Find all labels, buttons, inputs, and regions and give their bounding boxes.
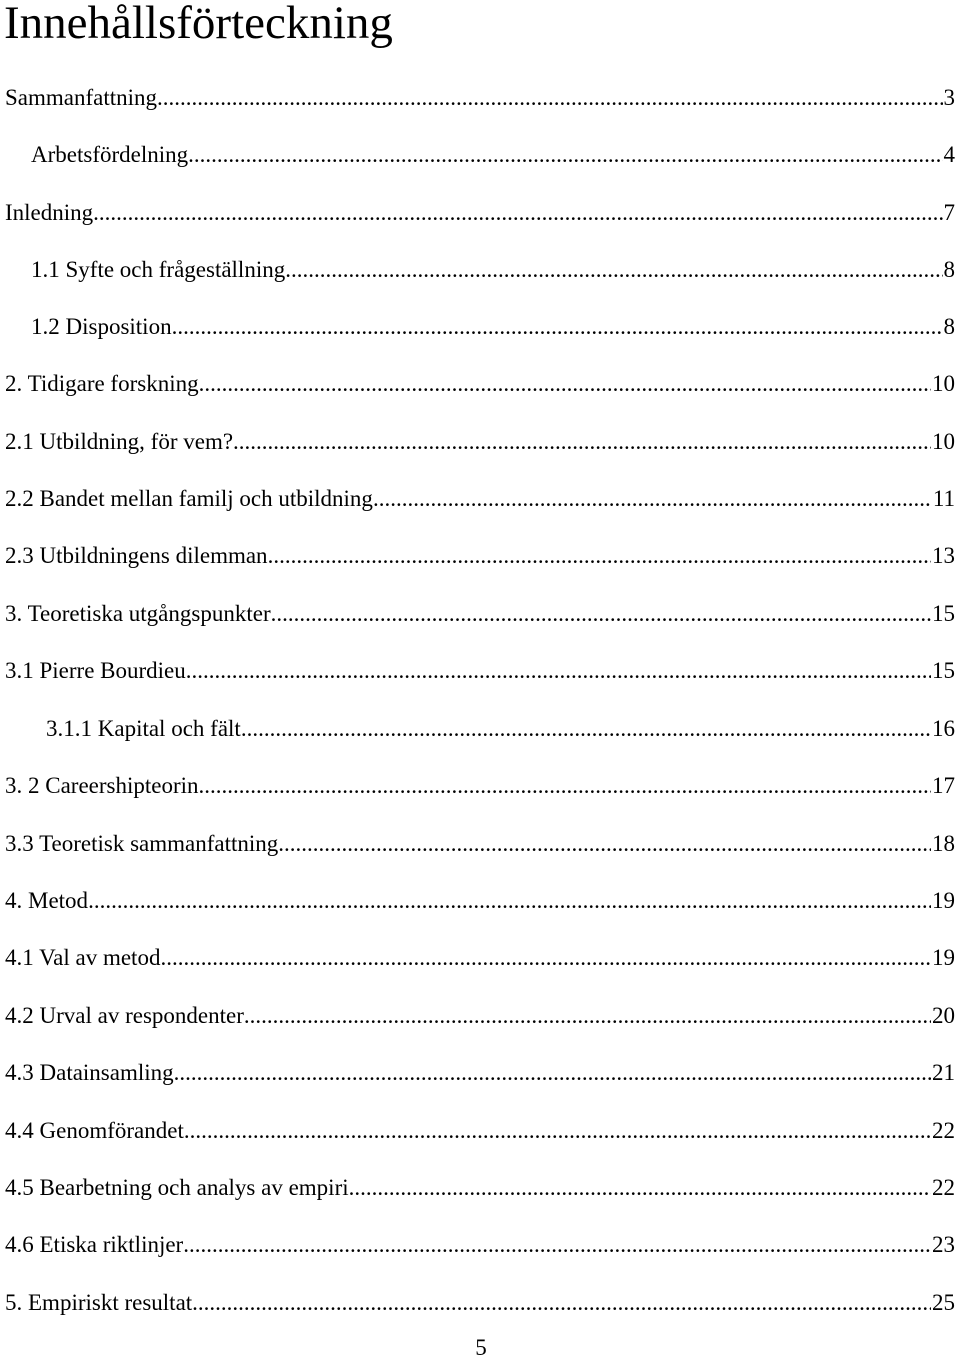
toc-entry-3-2[interactable] (5, 771, 955, 801)
toc-entry-text: 1.2 Disposition (31, 314, 172, 339)
toc-entry-4-6[interactable] (5, 1230, 955, 1260)
toc-dot-leader (183, 1230, 931, 1260)
toc-dot-leader (349, 1173, 931, 1203)
toc-entry-page: 11 (932, 486, 955, 511)
toc-dot-leader (184, 1116, 931, 1146)
toc-dot-leader (192, 1288, 931, 1318)
toc-entry-2-1[interactable] (5, 427, 955, 457)
toc-entry-page: 20 (932, 1003, 955, 1028)
toc-entry-text: 4. Metod (5, 888, 89, 913)
toc-entry-inledning[interactable] (5, 198, 955, 228)
toc-entry-page: 19 (932, 888, 955, 913)
toc-dot-leader (188, 140, 942, 170)
toc-entry-page: 10 (932, 371, 955, 396)
toc-entry-page: 22 (932, 1118, 955, 1143)
toc-entry-page: 4 (943, 142, 955, 167)
toc-entry-4[interactable] (5, 886, 955, 916)
toc-entry-page: 7 (943, 200, 955, 225)
toc-entry-text: 3.1 Pierre Bourdieu (5, 658, 186, 683)
toc-dot-leader (278, 829, 931, 859)
toc-dot-leader (244, 1001, 931, 1031)
toc-entry-text: 3.1.1 Kapital och fält (46, 716, 241, 741)
toc-entry-text: 1.1 Syfte och frågeställning (31, 257, 286, 282)
toc-entry-text: 2.1 Utbildning, för vem? (5, 429, 234, 454)
toc-dot-leader (373, 484, 932, 514)
toc-entry-text: 2. Tidigare forskning (5, 371, 199, 396)
toc-entry-4-1[interactable] (5, 943, 955, 973)
toc-entry-text: 4.1 Val av metod (5, 945, 161, 970)
toc-entry-page: 21 (932, 1060, 955, 1085)
toc-entry-page: 10 (932, 429, 955, 454)
toc-dot-leader (199, 771, 931, 801)
toc-entry-page: 22 (932, 1175, 955, 1200)
toc-entry-4-5[interactable] (5, 1173, 955, 1203)
toc-entry-2[interactable] (5, 369, 955, 399)
toc-entry-text: 2.2 Bandet mellan familj och utbildning (5, 486, 373, 511)
toc-entry-text: Sammanfattning (5, 85, 158, 110)
toc-dot-leader (88, 886, 931, 916)
toc-entry-text: Arbetsfördelning (31, 142, 189, 167)
toc-entry-text: 3. Teoretiska utgångspunkter (5, 601, 271, 626)
toc-dot-leader (172, 312, 943, 342)
toc-entry-2-3[interactable] (5, 541, 955, 571)
toc-dot-leader (186, 656, 931, 686)
toc-entry-text: 4.6 Etiska riktlinjer (5, 1232, 184, 1257)
toc-entry-text: Inledning (5, 200, 94, 225)
toc-entry-page: 15 (932, 601, 955, 626)
toc-entry-4-3[interactable] (5, 1058, 955, 1088)
toc-entry-text: 4.3 Datainsamling (5, 1060, 174, 1085)
toc-entry-4-4[interactable] (5, 1116, 955, 1146)
toc-entry-page: 17 (932, 773, 955, 798)
toc-entry-page: 19 (932, 945, 955, 970)
page-number: 5 (475, 1335, 487, 1360)
toc-entry-3-1-1[interactable] (46, 714, 955, 744)
toc-dot-leader (157, 83, 942, 113)
toc-entry-text: 3. 2 Careershipteorin (5, 773, 199, 798)
toc-dot-leader (160, 943, 931, 973)
toc-entry-page: 23 (932, 1232, 955, 1257)
toc-entry-text: 4.4 Genomförandet (5, 1118, 184, 1143)
toc-entry-5[interactable] (5, 1288, 955, 1318)
toc-entry-page: 18 (932, 831, 955, 856)
toc-entry-3[interactable] (5, 599, 955, 629)
toc-entry-3-1[interactable] (5, 656, 955, 686)
toc-entry-page: 8 (943, 314, 955, 339)
toc-entry-page: 3 (943, 85, 955, 110)
toc-entry-text: 4.5 Bearbetning och analys av empiri (5, 1175, 349, 1200)
toc-entry-sammanfattning[interactable] (5, 83, 955, 113)
toc-dot-leader (199, 369, 931, 399)
toc-dot-leader (93, 198, 942, 228)
toc-entry-page: 25 (932, 1290, 955, 1315)
toc-entry-4-2[interactable] (5, 1001, 955, 1031)
toc-entry-page: 8 (943, 257, 955, 282)
toc-entry-text: 2.3 Utbildningens dilemman (5, 543, 268, 568)
toc-dot-leader (285, 255, 942, 285)
toc-dot-leader (174, 1058, 931, 1088)
toc-dot-leader (241, 714, 931, 744)
toc-entry-text: 4.2 Urval av respondenter (5, 1003, 244, 1028)
toc-dot-leader (268, 541, 931, 571)
toc-entry-page: 16 (932, 716, 955, 741)
toc-title: Innehållsförteckning (4, 0, 393, 49)
toc-entry-arbetsfordelning[interactable] (31, 140, 955, 170)
toc-entry-text: 3.3 Teoretisk sammanfattning (5, 831, 279, 856)
toc-entry-2-2[interactable] (5, 484, 955, 514)
toc-entry-1-1[interactable] (31, 255, 955, 285)
toc-dot-leader (271, 599, 931, 629)
toc-entry-1-2[interactable] (31, 312, 955, 342)
toc-entry-page: 15 (932, 658, 955, 683)
toc-entry-3-3[interactable] (5, 829, 955, 859)
toc-dot-leader (233, 427, 931, 457)
toc-entry-text: 5. Empiriskt resultat (5, 1290, 193, 1315)
toc-entry-page: 13 (932, 543, 955, 568)
